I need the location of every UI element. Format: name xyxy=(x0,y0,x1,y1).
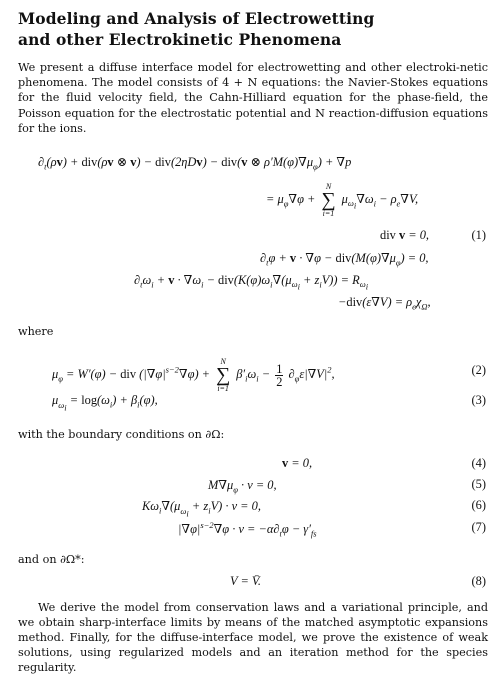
eq8: V = V̄. xyxy=(230,573,262,588)
eq1-line-navier-stokes: $\partial_t(\rho v) + div(\rho v$ ⊗ v) − div(2ηDv) − div(v ⊗ $\rho'M(\varphi)\nabla\mu_\varphi) + \nabla p$ xyxy=(38,155,352,172)
eq1-line-rhs: = $\mu_\varphi\nabla\varphi$ + N ∑ i=1 $\mu_{\omega_i}\nabla\omega_i - \rho_e\nabla V$, xyxy=(266,182,419,219)
equations-2-3 xyxy=(18,343,488,419)
eq6-number: (6) xyxy=(471,498,486,513)
where-label: where xyxy=(18,325,54,339)
conclusion-paragraph: We derive the model from conservation laws and a variational principle, and we obtain sharp-interface limits by means of the matched asymptotic expansions method. Finally, for the diffuse-interface model, we prove the existence of weak solutions, using regularized models and an iteration method for the species regularity. xyxy=(18,600,488,675)
paper-title xyxy=(18,8,488,50)
equations-4-7 xyxy=(18,450,488,542)
intro-paragraph: We present a diffuse interface model for electrowetting and other electroki-netic phenomena. The model consists of 4 + N equations: the Navier-Stokes equations for the fluid velocity field, the Cahn-Hilliard equation for the phase-field, the Poisson equation for the electrostatic potential and N reaction-diffusion equations for the ions. xyxy=(18,61,488,135)
eq4-number: (4) xyxy=(471,456,486,471)
eq2-number: (2) xyxy=(471,363,486,378)
eq1-line-reaction-diffusion: $\partial_t\omega_i + v \cdot \nabla\omega_i - div(K(\varphi)\omega_i\nabla(\mu_{\omega_i} + z_iV)) = R_{\omega_i}$ xyxy=(134,273,369,293)
equation-8 xyxy=(18,570,488,594)
eq1-line-cahn-hilliard: $\partial_t\varphi + v \cdot \nabla\varphi - div(M(\varphi)\nabla\mu_\varphi) = 0$, xyxy=(260,251,429,268)
eq1-line-poisson: $-div(\varepsilon\nabla V) = \rho_e\chi_\Omega$, xyxy=(338,295,431,312)
boundary-label: with the boundary conditions on ∂Ω: xyxy=(18,428,225,442)
eq3-number: (3) xyxy=(471,393,486,408)
eq7: $|\nabla\varphi|^{s-2}\nabla\varphi \cdot \nu = -\alpha\partial_t\varphi - \gamma'_{fs}$ xyxy=(178,520,317,540)
title-line-1: Modeling and Analysis of Electrowetting xyxy=(18,9,375,28)
eq6: $K\omega_i\nabla(\mu_{\omega_i} + z_iV) \cdot \nu = 0$, xyxy=(142,499,261,519)
eq3: $\mu_{\omega_i} = \log(\omega_i) + \beta_i(\varphi)$, xyxy=(52,393,158,413)
eq5: $M\nabla\mu_\varphi \cdot \nu = 0$, xyxy=(208,478,277,495)
eq7-number: (7) xyxy=(471,520,486,535)
eq8-number: (8) xyxy=(471,573,486,588)
eq4: v = 0, xyxy=(282,456,313,471)
and-on-label: and on ∂Ω*: xyxy=(18,553,85,567)
eq5-number: (5) xyxy=(471,477,486,492)
eq2: $\mu_\varphi = W'(\varphi)$ − div $(|\nabla\varphi|^{s-2}\nabla\varphi)$ + N ∑ i=1 $\beta'_i\omega_i$ − $\frac{1}{2}$ $\partial_\varphi\varepsilon|\nabla V|^2$, xyxy=(52,357,335,394)
title-line-2: and other Electrokinetic Phenomena xyxy=(18,30,342,49)
eq1-line-div: div v = 0, xyxy=(380,228,430,243)
equation-system-1 xyxy=(18,144,488,322)
eq1-number: (1) xyxy=(471,228,486,243)
